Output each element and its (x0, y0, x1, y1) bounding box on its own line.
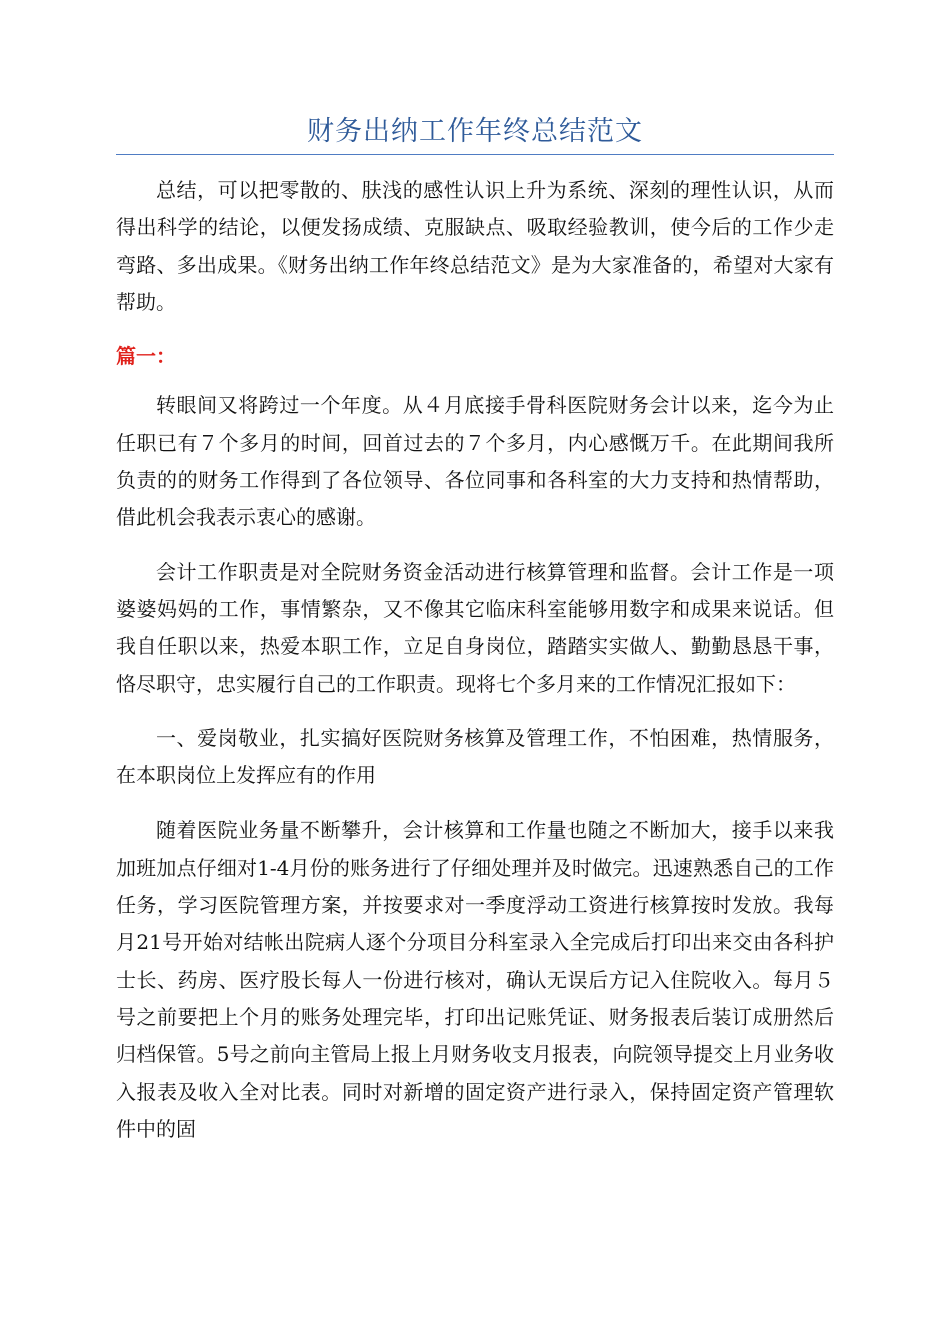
section-heading: 篇一： (116, 344, 176, 369)
document-title: 财务出纳工作年终总结范文 (307, 116, 643, 147)
title-underline (116, 154, 834, 155)
document-body (116, 172, 834, 1165)
paragraph-duties: 会计工作职责是对全院财务资金活动进行核算管理和监督。会计工作是一项婆婆妈妈的工作，事情繁杂，又不像其它临床科室能够用数字和成果来说话。但我自任职以来，热爱本职工作，立足自身岗位，踏踏实实做人、勤勤恳恳干事，恪尽职守，忠实履行自己的工作职责。现将七个多月来的工作情况汇报如下： (116, 559, 834, 696)
paragraph-accounting-work: 随着医院业务量不断攀升，会计核算和工作量也随之不断加大，接手以来我加班加点仔细对1-4月份的账务进行了仔细处理并及时做完。迅速熟悉自己的工作任务，学习医院管理方案，并按要求对一季度浮动工资进行核算按时发放。我每月21号开始对结帐出院病人逐个分项目分科室录入全完成后打印出来交由各科护士长、药房、医疗股长每人一份进行核对，确认无误后方记入住院收入。每月５号之前要把上个月的账务处理完毕，打印出记账凭证、财务报表后装订成册然后归档保管。5号之前向主管局上报上月财务收支月报表，向院领导提交上月业务收入报表及收入全对比表。同时对新增的固定资产进行录入，保持固定资产管理软件中的固 (116, 818, 834, 1141)
paragraph-point-one: 一、爱岗敬业，扎实搞好医院财务核算及管理工作，不怕困难，热情服务，在本职岗位上发挥应有的作用 (116, 725, 834, 788)
paragraph-opening: 转眼间又将跨过一个年度。从４月底接手骨科医院财务会计以来，迄今为止任职已有７个多月的时间，回首过去的７个多月，内心感慨万千。在此期间我所负责的的财务工作得到了各位领导、各位同事和各科室的大力支持和热情帮助，借此机会我表示衷心的感谢。 (116, 393, 834, 530)
intro-paragraph: 总结，可以把零散的、肤浅的感性认识上升为系统、深刻的理性认识，从而得出科学的结论，以便发扬成绩、克服缺点、吸取经验教训，使今后的工作少走弯路、多出成果。《财务出纳工作年终总结范文》是为大家准备的，希望对大家有帮助。 (116, 178, 834, 314)
